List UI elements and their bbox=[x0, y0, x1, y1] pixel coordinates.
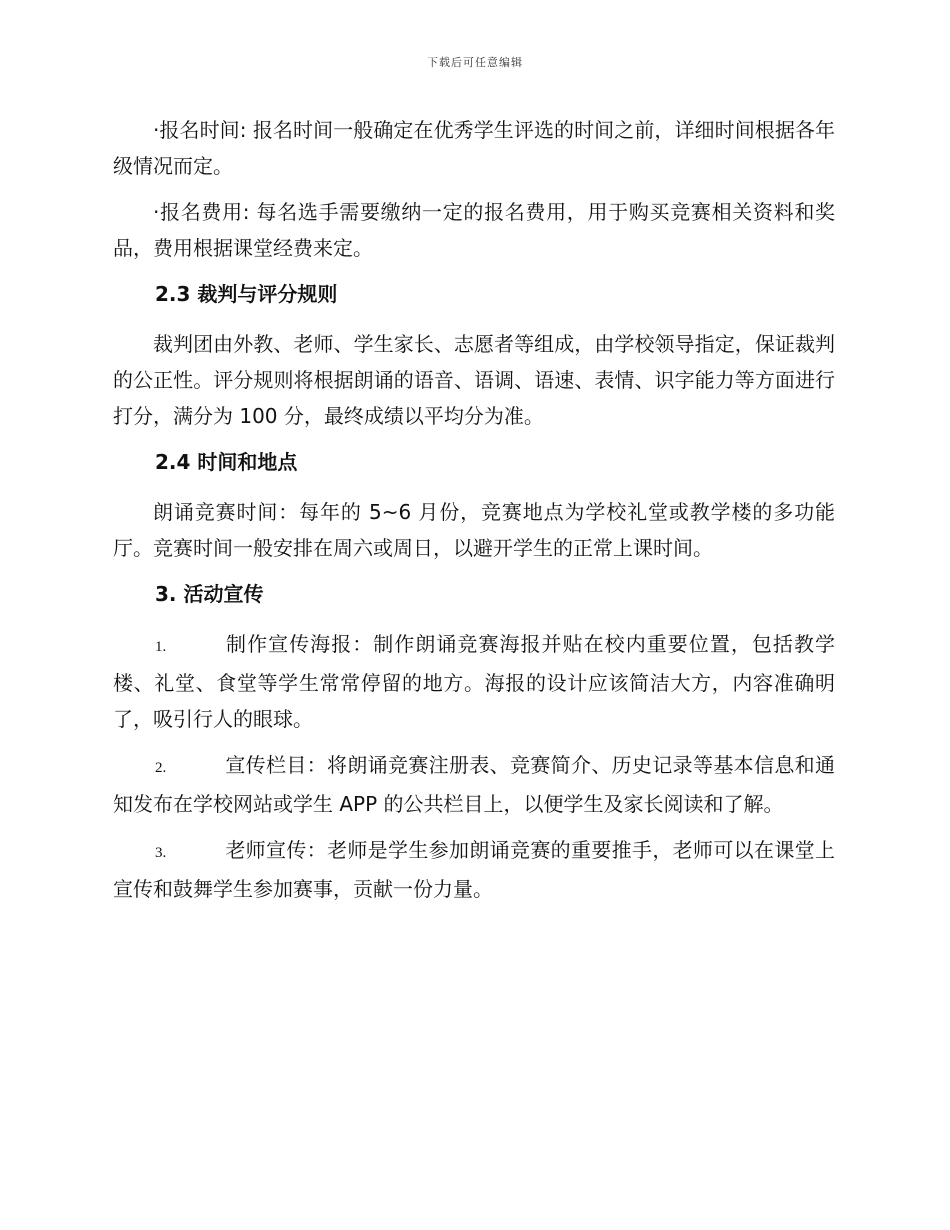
registration-time-paragraph: ·报名时间: 报名时间一般确定在优秀学生评选的时间之前，详细时间根据各年级情况而定。 bbox=[113, 118, 835, 178]
list-item bbox=[113, 626, 835, 737]
judges-paragraph: 裁判团由外教、老师、学生家长、志愿者等组成，由学校领导指定，保证裁判的公正性。评分规则将根据朗诵的语音、语调、语速、表情、识字能力等方面进行打分，满分为 100 分，最终成绩以平均分为准。 bbox=[113, 332, 835, 428]
list-item-number: 1. bbox=[155, 639, 167, 655]
page-header: 下载后可任意编辑 bbox=[427, 56, 523, 69]
section-heading-2-3: 2.3 裁判与评分规则 bbox=[155, 282, 338, 306]
list-item bbox=[113, 832, 835, 907]
list-item bbox=[113, 747, 835, 822]
section-heading-2-4: 2.4 时间和地点 bbox=[155, 450, 298, 474]
list-item-text: 制作宣传海报：制作朗诵竞赛海报并贴在校内重要位置，包括教学楼、礼堂、食堂等学生常常停留的地方。海报的设计应该简洁大方，内容准确明了，吸引行人的眼球。 bbox=[113, 632, 835, 731]
list-item-text: 宣传栏目：将朗诵竞赛注册表、竞赛简介、历史记录等基本信息和通知发布在学校网站或学生 APP 的公共栏目上，以便学生及家长阅读和了解。 bbox=[113, 753, 835, 816]
registration-fee-paragraph: ·报名费用: 每名选手需要缴纳一定的报名费用，用于购买竞赛相关资料和奖品，费用根据课堂经费来定。 bbox=[113, 200, 835, 260]
document-body bbox=[113, 112, 835, 917]
list-item-number: 3. bbox=[155, 845, 167, 861]
list-item-text: 老师宣传：老师是学生参加朗诵竞赛的重要推手，老师可以在课堂上宣传和鼓舞学生参加赛事，贡献一份力量。 bbox=[113, 838, 835, 901]
time-place-paragraph: 朗诵竞赛时间：每年的 5~6 月份，竞赛地点为学校礼堂或教学楼的多功能厅。竞赛时间一般安排在周六或周日，以避开学生的正常上课时间。 bbox=[113, 500, 835, 560]
list-item-number: 2. bbox=[155, 760, 167, 776]
section-heading-3: 3. 活动宣传 bbox=[155, 582, 264, 606]
